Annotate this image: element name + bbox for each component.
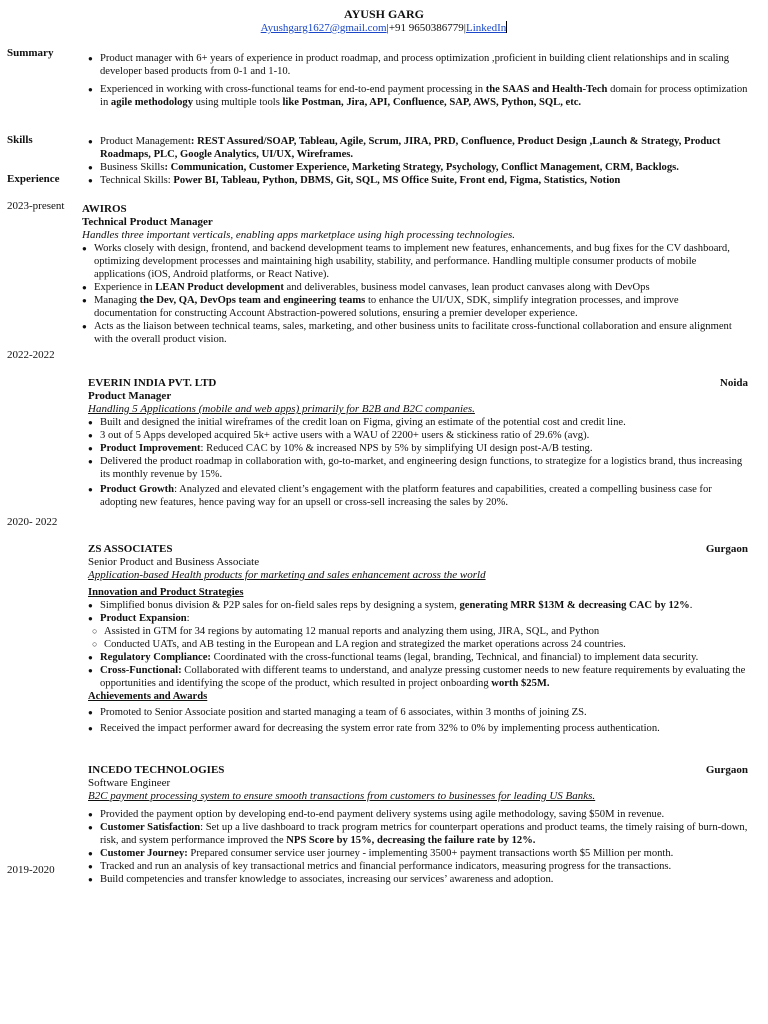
job-role: Senior Product and Business Associate (88, 556, 260, 568)
text-segment: : Communication, Customer Experience, Marketing Strategy, Psychology, Conflict Management, CRM, Backlogs. (164, 162, 679, 173)
skills-item (88, 135, 748, 161)
job-incedo (88, 764, 748, 886)
text-segment: Business Skills (100, 162, 165, 173)
job-description: Application-based Health products for marketing and sales enhancement across the world (88, 569, 486, 581)
experience-label: Experience (7, 173, 60, 185)
text-segment: using multiple tools (193, 97, 283, 108)
separator: | (463, 22, 466, 34)
text-segment: Tracked and run an analysis of key transactional metrics and financial performance indicators, measuring progress for the transactions. (100, 861, 672, 872)
text-segment: Experienced in working with cross-functional teams for end-to-end payment processing in (100, 84, 486, 95)
company-name: ZS ASSOCIATES Gurgaon (88, 543, 748, 555)
job-zs (88, 543, 748, 735)
summary-block (88, 52, 748, 109)
text-segment: Delivered the product roadmap in collaboration with, go-to-market, and engineering design functions, to strategize for a logistics brand, thus increasing its monthly revenue by 15%. (100, 456, 743, 480)
summary-item (88, 83, 748, 109)
job-everin (88, 377, 748, 509)
text-segment: Regulatory Compliance: (100, 652, 211, 663)
job-bullet (88, 455, 748, 481)
job-bullet (88, 483, 748, 509)
job-bullet (88, 612, 748, 625)
job-bullet (82, 320, 742, 346)
text-segment: Built and designed the initial wireframes of the credit loan on Figma, giving an estimate of the potential cost and credit line. (100, 417, 626, 428)
job-bullet (88, 599, 748, 612)
job-description: B2C payment processing system to ensure smooth transactions from customers to businesses for leading US Banks. (88, 790, 596, 802)
text-segment: worth $25M. (491, 678, 550, 689)
text-segment: : REST Assured/SOAP, Tableau, Agile, Scrum, JIRA, PRD, Confluence, Product Design ,Launch & Strategy, Product Roadmaps, PLC, Google Analytics, UI/UX, Wireframes. (100, 136, 721, 160)
text-segment: Customer Satisfaction (100, 822, 201, 833)
text-segment: Acts as the liaison between technical teams, sales, marketing, and other business units to facilitate cross-functional collaboration and ensure alignment with the overall product vision. (94, 321, 732, 345)
text-segment: : Reduced CAC by 10% & increased NPS by 5% by simplifying UI design post-A/B testing. (200, 443, 593, 454)
job-bullet (88, 442, 748, 455)
text-segment: : Analyzed and elevated client’s engagement with the platform features and capabilities, created a compelling business case for adopting new features, hence paving way for an upsell or cross-sell increasing the sales by 20%. (100, 484, 712, 508)
summary-item (88, 52, 748, 78)
job-role: Software Engineer (88, 777, 171, 789)
date-incedo: 2019-2020 (7, 864, 55, 876)
text-segment: Customer Journey: (100, 848, 188, 859)
text-segment: Product Management (100, 136, 191, 147)
text-cursor (506, 21, 507, 33)
text-segment: Experience in (94, 282, 156, 293)
job-role: Technical Product Manager (82, 216, 213, 228)
text-segment: Product Improvement (100, 443, 201, 454)
job-description: Handling 5 Applications (mobile and web apps) primarily for B2B and B2C companies. (88, 403, 475, 415)
skills-label: Skills (7, 134, 33, 146)
date-zs: 2020- 2022 (7, 516, 58, 528)
job-bullet (88, 860, 748, 873)
job-bullet (88, 416, 748, 429)
text-segment: agile methodology (110, 97, 193, 108)
text-segment: Managing (94, 295, 140, 306)
text-segment: Prepared consumer service user journey - implementing 3500+ payment transactions worth $5 Million per month. (187, 848, 674, 859)
job-bullet (82, 242, 742, 281)
company-name: AWIROS (82, 203, 127, 215)
award-bullet: ● Received the impact performer award for decreasing the system error rate from 32% to 0% by implementing process authentication. (88, 722, 748, 735)
text-segment: the SAAS and Health-Tech (485, 84, 608, 95)
section-heading: Achievements and Awards (88, 691, 208, 702)
text-segment: Product Expansion (100, 613, 187, 624)
text-segment: Power BI, Tableau, Python, DBMS, Git, SQL, MS Office Suite, Front end, Figma, Statistics, Notion (173, 175, 621, 186)
job-sub-bullet: ○ Conducted UATs, and AB testing in the European and LA region and strategized the market operations across 24 countries. (92, 638, 748, 651)
separator: | (386, 22, 389, 34)
summary-label: Summary (7, 47, 54, 59)
job-bullet (82, 294, 742, 320)
text-segment: Collaborated with different teams to understand, and analyze pressing customer needs to new feature requirements by evaluating the opportunities and identifying the scope of the product, which resulted in project onboarding (100, 665, 746, 689)
text-segment: LEAN Product development (155, 282, 284, 293)
text-segment: and deliverables, business model canvases, lean product canvases along with DevOps (283, 282, 650, 293)
text-segment: . (689, 600, 693, 611)
job-bullet (88, 664, 748, 690)
job-sub-bullet: ○ Assisted in GTM for 34 regions by automating 12 manual reports and analyzing them using, JIRA, SQL, and Python (92, 625, 748, 638)
email-link[interactable]: Ayushgarg1627@gmail.com (260, 22, 387, 34)
date-awiros: 2023-present (7, 200, 65, 212)
text-segment: Product Growth (100, 484, 175, 495)
job-description: Handles three important verticals, enabling apps marketplace using high processing technologies. (82, 229, 516, 241)
text-segment: Provided the payment option by developing end-to-end payment delivery systems using agile methodology, saving $50M in revenue. (100, 809, 665, 820)
resume-name: AYUSH GARG (344, 7, 424, 21)
text-segment: Coordinated with the cross-functional teams (legal, branding, Technical, and financial) to implement data security. (210, 652, 699, 663)
contact-line (0, 21, 768, 35)
award-bullet: ● Promoted to Senior Associate position and started managing a team of 6 associates, within 3 months of joining ZS. (88, 706, 748, 719)
text-segment: NPS Score by 15%, decreasing the failure rate by 12%. (286, 835, 536, 846)
text-segment: Simplified bonus division & P2P sales for on-field sales reps by designing a system, (100, 600, 460, 611)
text-segment: the Dev, QA, DevOps team and engineering teams (139, 295, 366, 306)
text-segment: Build competencies and transfer knowledge to associates, increasing our services’ awareness and adoption. (100, 874, 554, 885)
text-segment: 3 out of 5 Apps developed acquired 5k+ active users with a WAU of 2200+ users & stickiness ratio of 29.6% (avg). (100, 430, 590, 441)
phone-number: +91 9650386779 (388, 22, 464, 34)
skills-block (88, 135, 748, 187)
job-awiros (82, 203, 742, 346)
job-bullet (88, 808, 748, 821)
text-segment: : Set up a live dashboard to track program metrics for counterpart operations and product teams, the timely raising of burn-down, risk, and system performance improved the (100, 822, 748, 846)
company-name: INCEDO TECHNOLOGIES Gurgaon (88, 764, 748, 776)
date-everin: 2022-2022 (7, 349, 55, 361)
text-segment: Product manager with 6+ years of experience in product roadmap, and process optimization ,proficient in building client relationships and in scaling developer based products from 0-1 and 1-10. (100, 53, 730, 77)
linkedin-link[interactable]: LinkedIn (465, 22, 507, 34)
job-role: Product Manager (88, 390, 172, 402)
text-segment: like Postman, Jira, API, Confluence, SAP, AWS, Python, SQL, etc. (282, 97, 582, 108)
job-bullet (82, 281, 742, 294)
job-bullet (88, 873, 748, 886)
job-bullet (88, 847, 748, 860)
job-bullet (88, 821, 748, 847)
company-name: EVERIN INDIA PVT. LTD Noida (88, 377, 748, 389)
job-bullet (88, 651, 748, 664)
text-segment: to enhance the UI/UX, SDK, simplify integration processes, and improve documentation for constructing Account Abstraction-powered solutions, ensuring a premier developer experience. (94, 295, 679, 319)
job-bullet (88, 429, 748, 442)
text-segment: : (186, 613, 190, 624)
text-segment: Technical Skills: (100, 175, 174, 186)
text-segment: domain for process optimization in (100, 84, 748, 108)
text-segment: generating MRR $13M & decreasing CAC by 12% (459, 600, 690, 611)
section-heading: Innovation and Product Strategies (88, 587, 244, 598)
skills-item (88, 174, 748, 187)
text-segment: Works closely with design, frontend, and backend development teams to implement new features, enhancements, and bug fixes for the CV dashboard, optimizing development processes and maintaining high usability, stability, and performance. Handling multiple consumer products of mobile applications (iOS, Android platforms, or React Native). (94, 243, 730, 280)
skills-item (88, 161, 748, 174)
text-segment: Cross-Functional: (100, 665, 182, 676)
